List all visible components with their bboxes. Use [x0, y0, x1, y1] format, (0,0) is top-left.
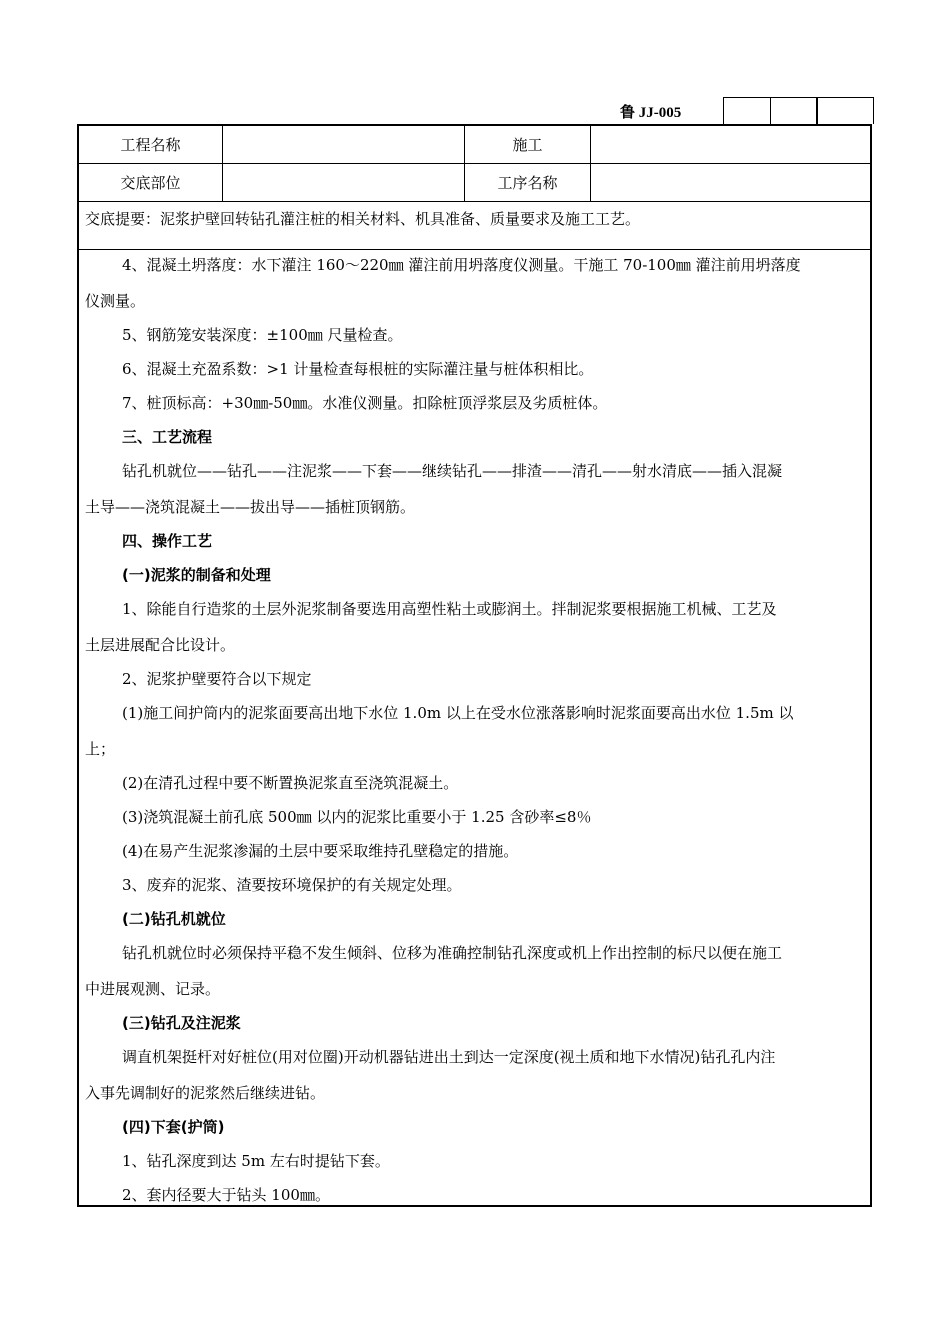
process-name-label: 工序名称: [464, 164, 590, 201]
body-line: 入事先调制好的泥浆然后继续进钻。: [85, 1084, 326, 1102]
body-line: (4)在易产生泥浆渗漏的土层中要采取维持孔壁稳定的措施。: [122, 842, 519, 860]
body-line: 调直机架挺杆对好桩位(用对位圈)开动机器钻进出土到达一定深度(视土质和地下水情况)钻孔孔内注: [122, 1048, 776, 1066]
project-name-label: 工程名称: [120, 136, 181, 154]
summary-row: [79, 202, 870, 250]
process-name-value: [590, 164, 870, 201]
body-line: 钻孔机就位时必须保持平稳不发生倾斜、位移为准确控制钻孔深度或机上作出控制的标尺以便在施工: [122, 944, 783, 962]
construction-value: [590, 126, 870, 163]
body-line: (3)浇筑混凝土前孔底 500㎜ 以内的泥浆比重要小于 1.25 含砂率≤8％: [122, 808, 592, 826]
body-line: 3、废弃的泥浆、渣要按环境保护的有关规定处理。: [122, 876, 462, 894]
body-line: 上；: [85, 740, 116, 758]
subsection-heading: (三)钻孔及注泥浆: [122, 1014, 241, 1032]
construction-label: 施工: [464, 126, 590, 163]
body-line: 1、钻孔深度到达 5m 左右时提钻下套。: [122, 1152, 390, 1170]
briefing-part-value: [222, 164, 464, 201]
body-line: 钻孔机就位——钻孔——注泥浆——下套——继续钻孔——排渣——清孔——射水清底——插入混凝: [122, 462, 783, 480]
body-line: (2)在清孔过程中要不断置换泥浆直至浇筑混凝土。: [122, 774, 459, 792]
body-line: 5、钢筋笼安装深度：±100㎜ 尺量检查。: [122, 326, 403, 344]
body-line: (1)施工间护筒内的泥浆面要高出地下水位 1.0m 以上在受水位涨落影响时泥浆面要高出水位 1.5m 以: [122, 704, 794, 722]
body-line: 7、桩顶标高：+30㎜-50㎜。水准仪测量。扣除桩顶浮浆层及劣质桩体。: [122, 394, 608, 412]
code-box-2: [770, 97, 818, 124]
body-line: 仪测量。: [85, 292, 146, 310]
section-heading: 三、工艺流程: [122, 428, 213, 446]
section-heading: 四、操作工艺: [122, 532, 213, 550]
body-line: 中进展观测、记录。: [85, 980, 221, 998]
form-code: 鲁 JJ-005: [620, 105, 682, 121]
subsection-heading: (一)泥浆的制备和处理: [122, 566, 271, 584]
body-line: 土层进展配合比设计。: [85, 636, 236, 654]
body-line: 2、套内径要大于钻头 100㎜。: [122, 1186, 330, 1204]
briefing-summary: 交底提要：泥浆护壁回转钻孔灌注桩的相关材料、机具准备、质量要求及施工工艺。: [85, 210, 641, 228]
body-line: 1、除能自行造浆的土层外泥浆制备要选用高塑性粘土或膨润土。拌制泥浆要根据施工机械、工艺及: [122, 600, 777, 618]
form-code-row: [570, 97, 873, 124]
header-row-1: [79, 126, 870, 164]
subsection-heading: (二)钻孔机就位: [122, 910, 226, 928]
briefing-part-label: 交底部位: [120, 174, 181, 192]
body-line: 4、混凝土坍落度：水下灌注 160～220㎜ 灌注前用坍落度仪测量。干施工 70-100㎜ 灌注前用坍落度: [122, 256, 801, 274]
body-line: 土导——浇筑混凝土——拔出导——插桩顶钢筋。: [85, 498, 416, 516]
briefing-form: [77, 124, 872, 1207]
project-name-value: [222, 126, 464, 163]
code-box-1: [723, 97, 771, 124]
body-line: 6、混凝土充盈系数：>1 计量检查每根桩的实际灌注量与桩体积相比。: [122, 360, 594, 378]
body-line: 2、泥浆护壁要符合以下规定: [122, 670, 312, 688]
subsection-heading: (四)下套(护筒): [122, 1118, 225, 1136]
header-row-2: [79, 164, 870, 202]
code-box-3: [816, 97, 874, 124]
